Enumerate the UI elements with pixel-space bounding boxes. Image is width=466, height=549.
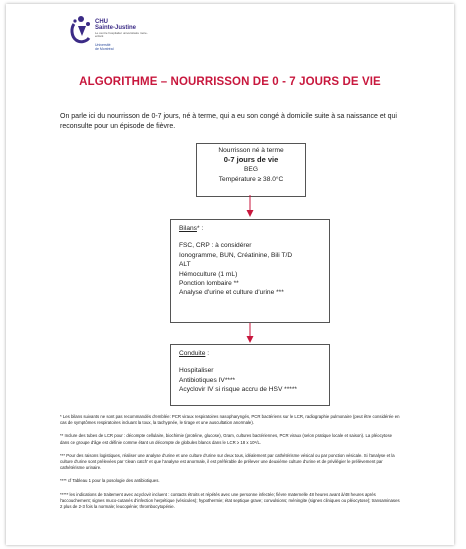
conduite-item: Acyclovir IV si risque accru de HSV ***** — [179, 386, 297, 394]
conduite-item: Hospitaliser — [179, 367, 214, 375]
footnote: * Les bilans suivants ne sont pas recommandés d'emblée: PCR viraux respiratoires nasopharyngés, PCR bactériens sur le LCR, radiographie pulmonaire (peut être considérée en cas de symptômes respiratoires incluant la toux, la tachypnée, le tirage et une auscultation anormale). — [60, 414, 400, 426]
bilans-item: Ponction lombaire ** — [179, 280, 239, 288]
document-page — [6, 4, 454, 545]
bilans-item: FSC, CRP : à considérer — [179, 242, 252, 250]
intro-paragraph: On parle ici du nourrisson de 0-7 jours, né à terme, qui a eu son congé à domicile suite à sa naissance et qui reconsulte pour un épisode de fièvre. — [60, 113, 397, 130]
chu-sainte-justine-logo — [68, 14, 148, 64]
bilans-item: Hémoculture (1 mL) — [179, 270, 238, 278]
bilans-heading: Bilans — [179, 225, 197, 232]
bilans-box — [170, 219, 330, 323]
down-arrow-icon — [245, 195, 255, 218]
footnote: ** Inclure des tubes de LCR pour : décompte cellulaire, biochimie (protéine, glucose), Gram, cultures bactériennes, PCR viraux (selon pratique locale et saison). La pléocytose dans ce groupe d'âge est définie comme étant un décompte de globules blancs dans le LCR ≥ 18 x 10⁶/L. — [60, 433, 392, 445]
logo-university-line1: Université — [95, 43, 111, 47]
criteria-line-1: Nourrisson né à terme — [218, 147, 284, 154]
criteria-line-3: BEG — [244, 166, 258, 174]
bilans-item: Ionogramme, BUN, Créatinine, Bili T/D — [179, 251, 293, 259]
bilans-heading-suffix: * : — [196, 225, 204, 232]
conduite-item: Antibiotiques IV**** — [179, 376, 236, 384]
bilans-item: Analyse d'urine et culture d'urine *** — [179, 289, 284, 297]
criteria-line-4: Température ≥ 38.0°C — [218, 175, 284, 183]
logo-subtitle: Le centre hospitalier universitaire mère-enfant — [95, 31, 148, 39]
footnote: *** Pour des raisons logistiques, réaliser une analyse d'urine et une culture d'urine sur deux tous, idéalement par cathétérisme vésical ou par ponction vésicale. Si l'analyse et la culture d'urine sont prélevées par 'clean catch' et que l'analyse est anormale, il est préférable de prélever une deuxième culture d'urine et de privilégier le prélèvement par cathétérisme urinaire. — [60, 452, 395, 471]
conduite-heading-suffix: : — [205, 350, 210, 357]
patient-criteria-box — [196, 143, 306, 197]
footnote: ***** les indications de traitement avec acyclovir incluent : contacts étroits et répétés avec une personne infectée; fièvre maternelle 48 heures avant à/48 heures après l'accouchement; signes muco-cutanés d'infection herpétique (vésicules); hypothermie; état septique grave; convulsions; méningite (signes cliniques ou pléocytose); transaminases 2 plus de 2-3 fois la normale; leucopénie; thrombocytopénie. — [60, 491, 400, 510]
footnote: **** cf Tableau 1 pour la posologie des antibiotiques. — [60, 478, 160, 484]
conduite-box — [170, 344, 330, 406]
conduite-heading: Conduite — [179, 350, 206, 357]
logo-name-line2: Sainte-Justine — [95, 25, 137, 31]
footnotes — [60, 414, 400, 517]
down-arrow-icon — [245, 323, 255, 344]
criteria-line-2: 0-7 jours de vie — [223, 155, 279, 165]
logo-university-line2: de Montréal — [95, 46, 114, 51]
logo-figure-icon — [68, 14, 94, 44]
bilans-item: ALT — [179, 261, 191, 269]
page-title: ALGORITHME – NOURRISSON DE 0 - 7 JOURS DE VIE — [79, 76, 381, 88]
logo-name-line1: CHU — [95, 19, 108, 25]
